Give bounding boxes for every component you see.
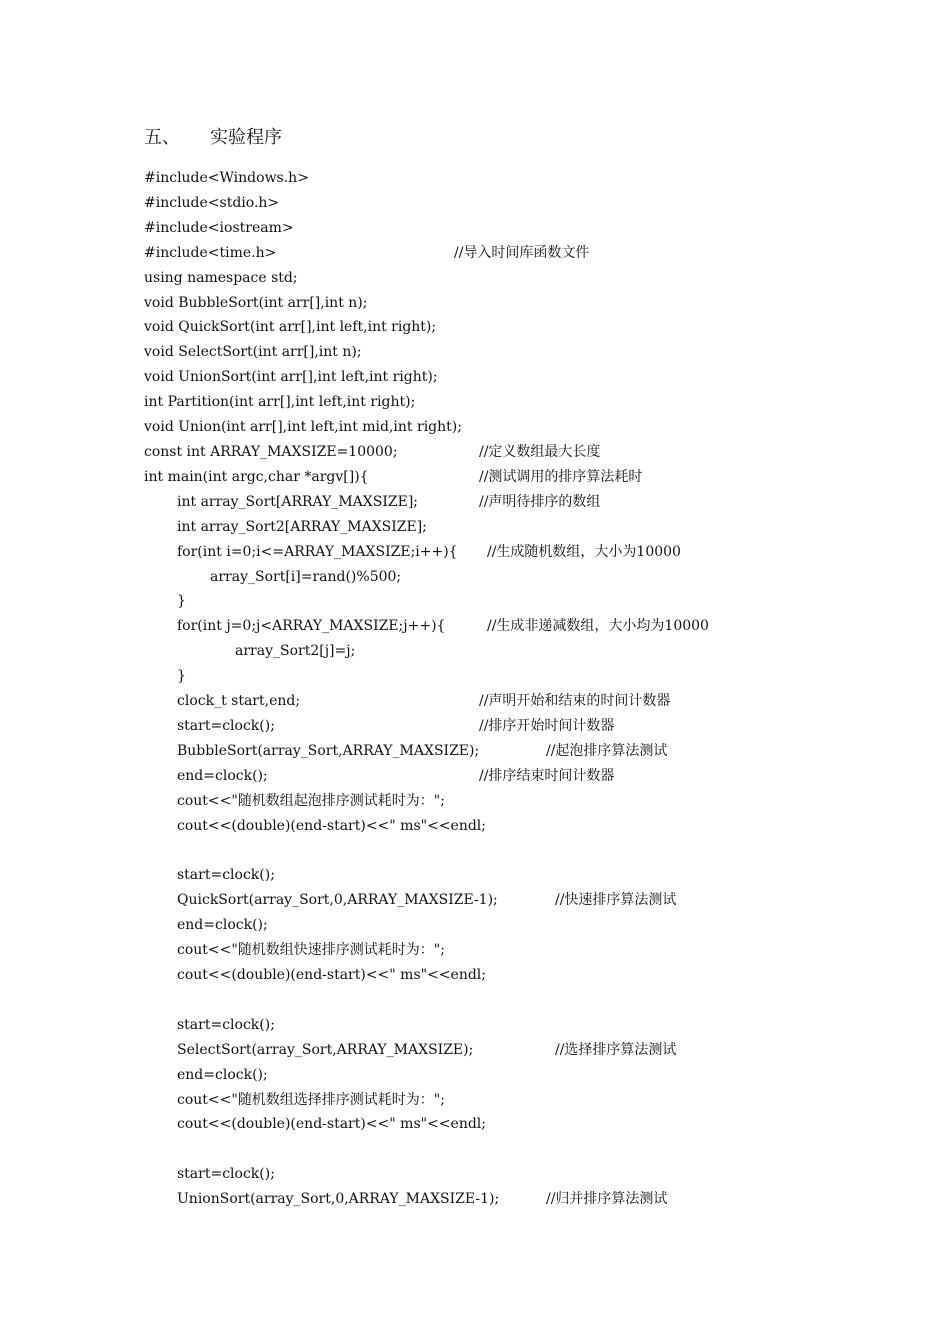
code-text: UnionSort(array_Sort,0,ARRAY_MAXSIZE-1);	[177, 1191, 500, 1208]
code-text: cout<<(double)(end-start)<<" ms"<<endl;	[177, 817, 486, 834]
code-line	[144, 689, 671, 714]
code-line	[144, 1162, 499, 1187]
code-line	[144, 1063, 499, 1088]
code-text: #include<iostream>	[144, 219, 294, 236]
code-line	[144, 315, 499, 340]
code-text: start=clock();	[177, 867, 275, 884]
code-text: void UnionSort(int arr[],int left,int right);	[144, 369, 438, 386]
code-text: #include<time.h>	[144, 244, 277, 261]
code-line	[144, 216, 499, 241]
code-line	[144, 241, 590, 266]
code-line	[144, 664, 499, 689]
code-line	[144, 1038, 677, 1063]
code-line	[144, 963, 499, 988]
code-line	[144, 440, 601, 465]
code-line	[144, 714, 615, 739]
code-text: }	[177, 668, 186, 685]
code-text: BubbleSort(array_Sort,ARRAY_MAXSIZE);	[177, 742, 480, 759]
code-comment: //声明开始和结束的时间计数器	[479, 693, 671, 710]
code-line	[144, 988, 499, 1013]
code-line	[144, 739, 668, 764]
code-text: for(int j=0;j<ARRAY_MAXSIZE;j++){	[177, 618, 446, 635]
code-text: QuickSort(array_Sort,0,ARRAY_MAXSIZE-1);	[177, 892, 498, 909]
code-line	[144, 1112, 499, 1137]
code-comment: //定义数组最大长度	[479, 443, 601, 460]
code-text: int Partition(int arr[],int left,int right);	[144, 394, 416, 411]
code-text: #include<Windows.h>	[144, 170, 309, 186]
code-line	[144, 515, 499, 540]
code-comment: //生成非递减数组，大小均为10000	[487, 618, 709, 635]
code-line	[144, 639, 499, 664]
code-line	[144, 863, 499, 888]
code-text: void Union(int arr[],int left,int mid,int right);	[144, 419, 462, 436]
code-text: end=clock();	[177, 917, 268, 934]
code-line	[144, 266, 499, 291]
code-comment: //选择排序算法测试	[555, 1041, 677, 1058]
code-text: #include<stdio.h>	[144, 194, 280, 211]
code-comment: //生成随机数组，大小为10000	[487, 543, 681, 560]
code-line	[144, 888, 677, 913]
code-text: for(int i=0;i<=ARRAY_MAXSIZE;i++){	[177, 543, 458, 560]
code-line	[144, 789, 499, 814]
code-line	[144, 340, 499, 365]
code-text: using namespace std;	[144, 269, 298, 286]
code-text: cout<<(double)(end-start)<<" ms"<<endl;	[177, 967, 486, 983]
code-text: int array_Sort2[ARRAY_MAXSIZE];	[177, 518, 427, 535]
code-text: void BubbleSort(int arr[],int n);	[144, 294, 368, 311]
section-number: 五、	[144, 127, 180, 148]
code-text: SelectSort(array_Sort,ARRAY_MAXSIZE);	[177, 1041, 474, 1058]
code-comment: //测试调用的排序算法耗时	[479, 468, 643, 485]
code-line	[144, 565, 499, 590]
code-text: array_Sort2[j]=j;	[235, 643, 356, 660]
section-title: 实验程序	[210, 127, 282, 148]
code-line	[144, 1137, 499, 1162]
code-text: clock_t start,end;	[177, 693, 301, 710]
code-text: int array_Sort[ARRAY_MAXSIZE];	[177, 493, 418, 510]
code-text: array_Sort[i]=rand()%500;	[210, 568, 402, 585]
code-comment: //导入时间库函数文件	[454, 244, 590, 261]
code-line	[144, 1187, 668, 1212]
code-line	[144, 1088, 499, 1113]
code-listing	[144, 166, 709, 1212]
code-line	[144, 415, 499, 440]
code-line	[144, 490, 601, 515]
code-text: start=clock();	[177, 1016, 275, 1033]
code-line	[144, 465, 643, 490]
code-comment: //排序开始时间计数器	[479, 717, 615, 734]
code-text: const int ARRAY_MAXSIZE=10000;	[144, 443, 398, 460]
code-line	[144, 614, 709, 639]
code-line	[144, 1013, 499, 1038]
code-comment: //快速排序算法测试	[555, 892, 677, 909]
code-line	[144, 291, 499, 316]
code-line	[144, 814, 499, 839]
code-comment: //声明待排序的数组	[479, 493, 601, 510]
code-comment: //归并排序算法测试	[546, 1191, 668, 1208]
code-text: start=clock();	[177, 717, 275, 734]
code-line	[144, 166, 499, 191]
code-line	[144, 191, 499, 216]
code-line	[144, 589, 499, 614]
code-text: cout<<"随机数组快速排序测试耗时为：";	[177, 942, 445, 959]
code-text: }	[177, 593, 186, 610]
code-text: end=clock();	[177, 767, 268, 784]
code-text: end=clock();	[177, 1066, 268, 1083]
code-text: start=clock();	[177, 1166, 275, 1183]
code-text: void SelectSort(int arr[],int n);	[144, 344, 362, 361]
code-line	[144, 540, 681, 565]
code-comment: //起泡排序算法测试	[546, 742, 668, 759]
code-text: cout<<"随机数组选择排序测试耗时为：";	[177, 1091, 445, 1108]
code-line	[144, 838, 499, 863]
code-text: int main(int argc,char *argv[]){	[144, 468, 369, 485]
code-line	[144, 390, 499, 415]
code-line	[144, 913, 499, 938]
code-text: cout<<(double)(end-start)<<" ms"<<endl;	[177, 1116, 486, 1133]
code-line	[144, 764, 615, 789]
code-comment: //排序结束时间计数器	[479, 767, 615, 784]
section-heading	[144, 124, 282, 152]
code-text: void QuickSort(int arr[],int left,int right);	[144, 319, 437, 336]
code-line	[144, 938, 499, 963]
code-text: cout<<"随机数组起泡排序测试耗时为：";	[177, 792, 445, 809]
code-line	[144, 365, 499, 390]
